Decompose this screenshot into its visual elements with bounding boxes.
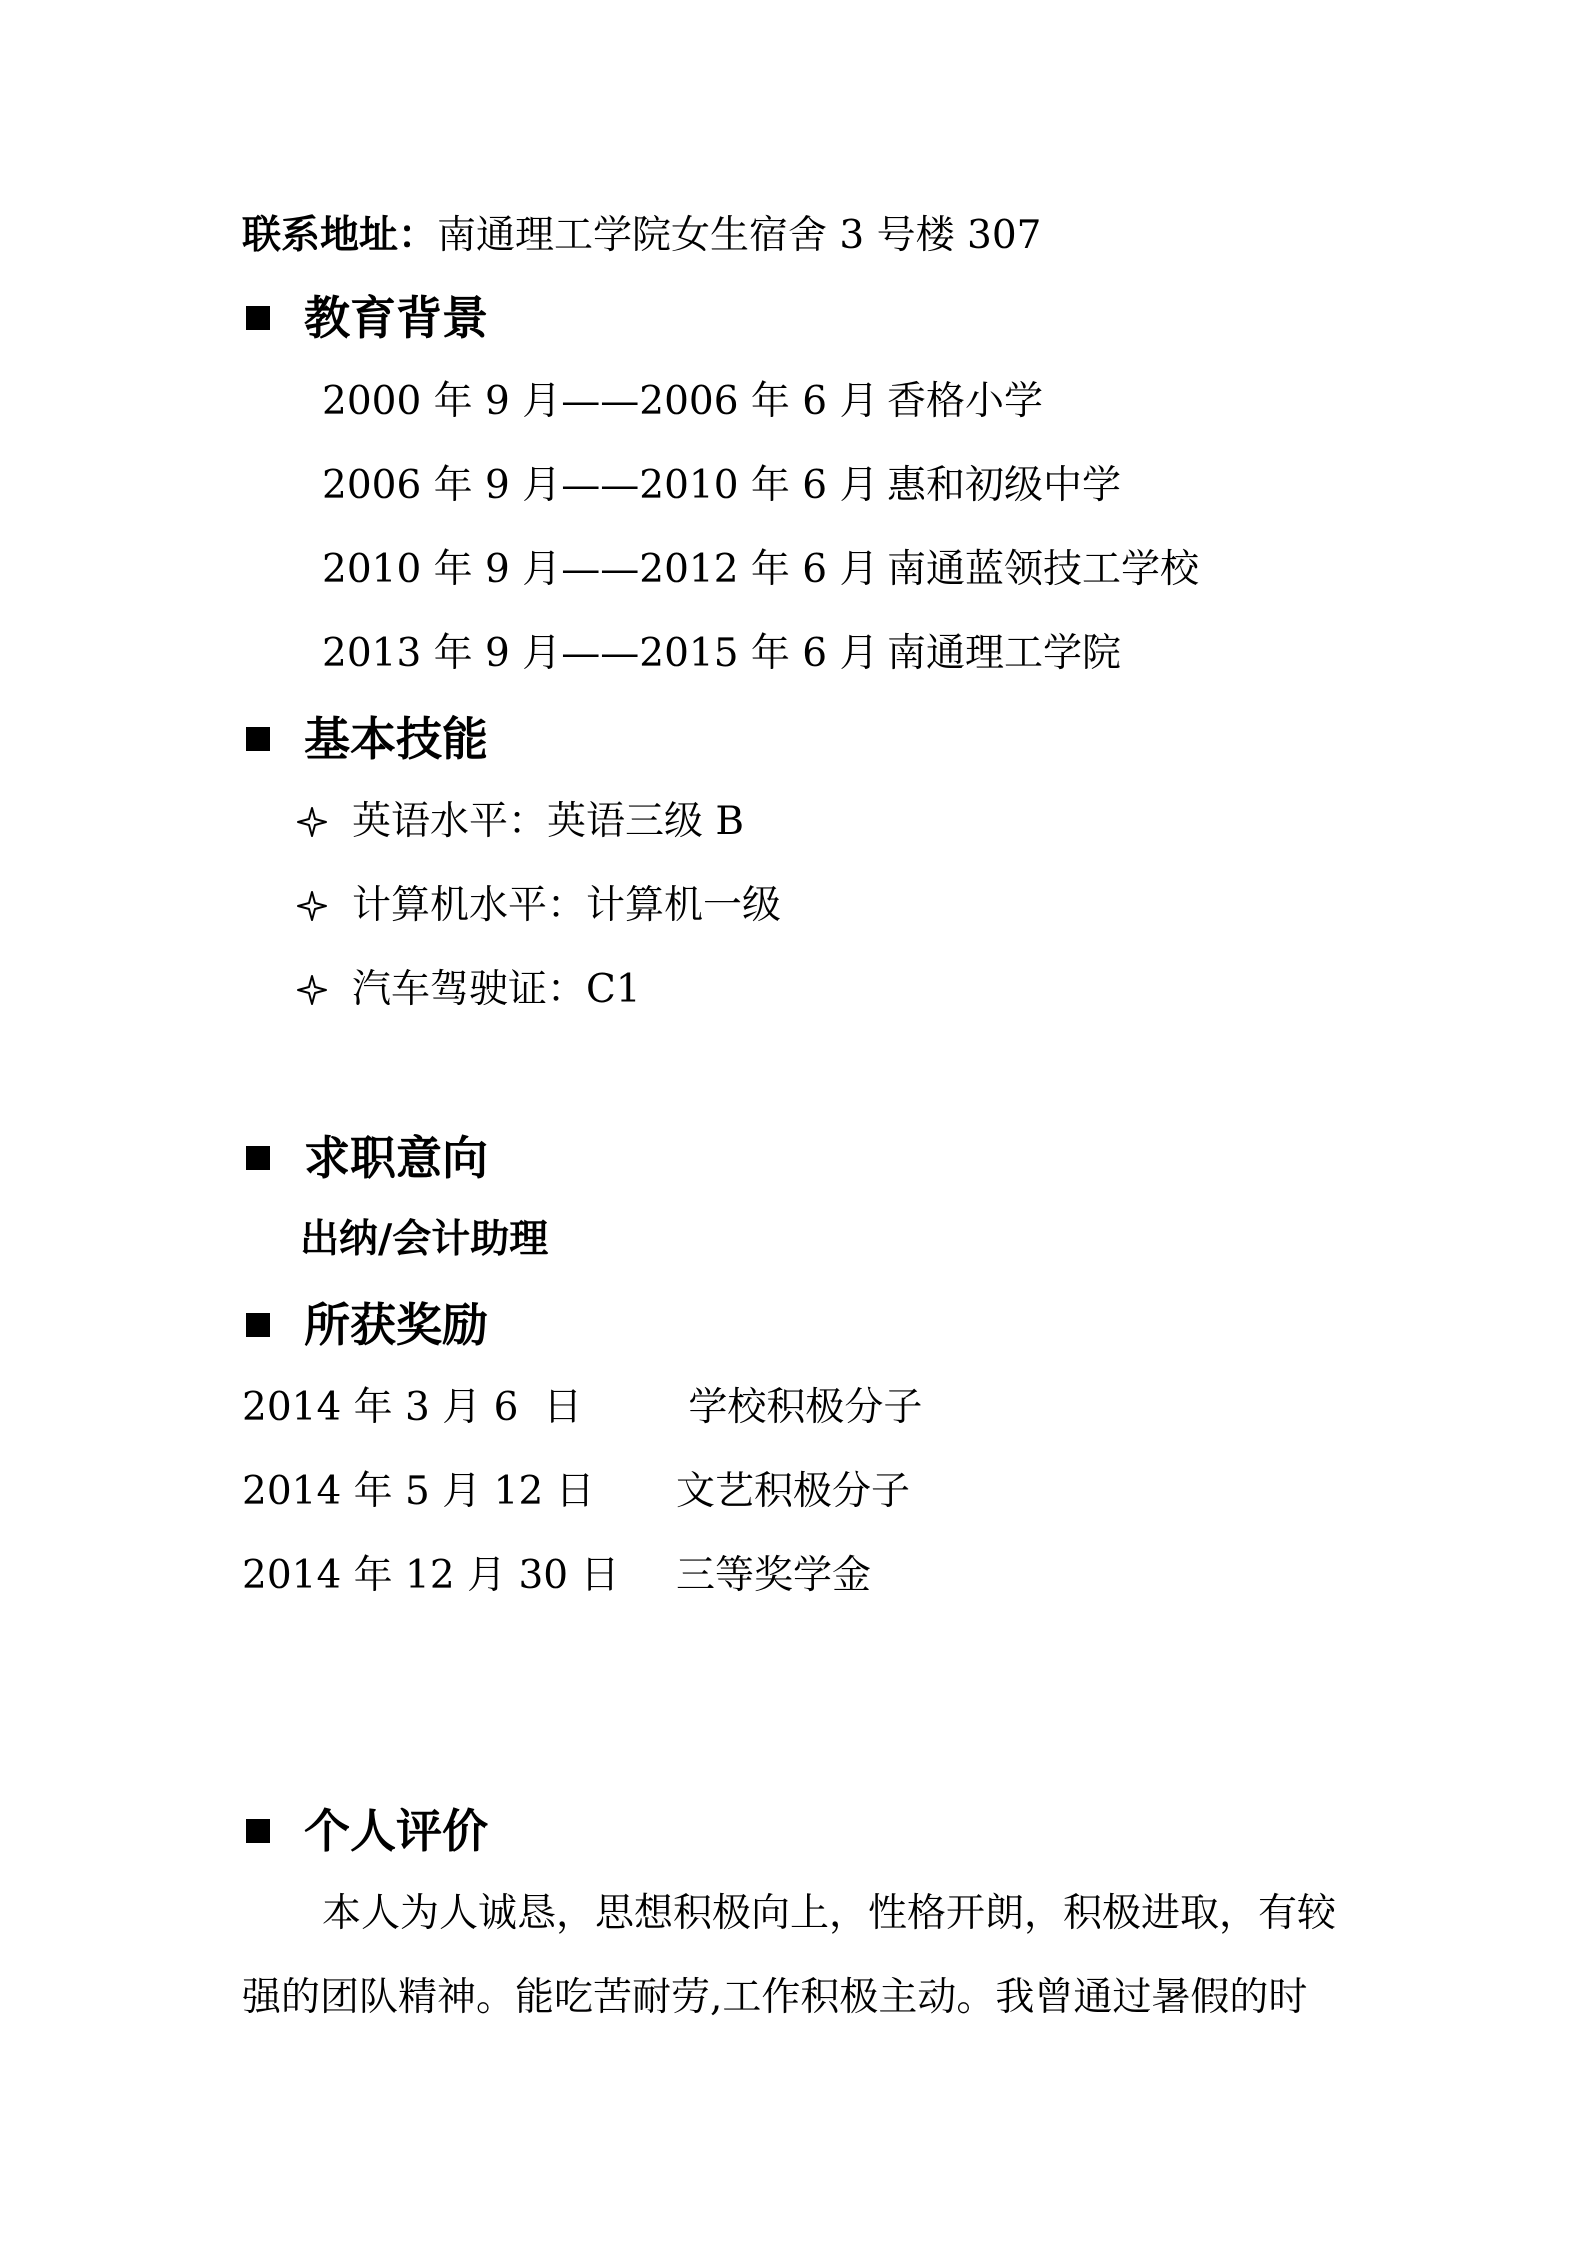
contact-address [242,211,1041,261]
education-period: 2006 年 9 月——2010 年 6 月 [322,463,879,508]
education-school: 惠和初级中学 [887,463,1122,508]
job-intention-heading-text: 求职意向 [304,1131,488,1185]
skills-heading-text: 基本技能 [304,712,488,766]
award-row [242,1467,910,1517]
education-row [322,377,1043,427]
education-school: 香格小学 [887,379,1044,424]
education-school: 南通蓝领技工学校 [887,547,1200,592]
job-intention-value: 出纳/会计助理 [300,1217,549,1262]
education-period: 2000 年 9 月——2006 年 6 月 [322,379,879,424]
education-heading [246,288,488,348]
square-bullet-icon [246,1819,270,1843]
square-bullet-icon [246,727,270,751]
contact-address-label: 联系地址： [242,213,438,258]
education-period: 2013 年 9 月——2015 年 6 月 [322,631,879,676]
skill-item [296,965,641,1015]
award-date: 2014 年 3 月 6 日 [242,1385,583,1430]
skill-item [296,797,744,847]
contact-address-value: 南通理工学院女生宿舍 3 号楼 307 [437,213,1042,258]
award-row [242,1551,871,1601]
square-bullet-icon [246,1146,270,1170]
four-point-star-icon [296,974,328,1006]
education-row [322,545,1199,595]
skill-item [296,881,781,931]
evaluation-paragraph-line: 强的团队精神。能吃苦耐劳,工作积极主动。我曾通过暑假的时 [242,1975,1308,2020]
awards-heading-text: 所获奖励 [304,1298,488,1352]
skill-item-text: 汽车驾驶证：C1 [352,967,641,1012]
evaluation-paragraph-line: 本人为人诚恳，思想积极向上，性格开朗，积极进取，有较 [322,1891,1337,1936]
award-title: 三等奖学金 [676,1553,872,1598]
award-title: 学校积极分子 [676,1385,923,1430]
evaluation-heading-text: 个人评价 [304,1804,488,1858]
award-row [242,1383,922,1433]
award-title: 文艺积极分子 [676,1469,911,1514]
skill-item-text: 英语水平：英语三级 B [352,799,745,844]
square-bullet-icon [246,306,270,330]
education-period: 2010 年 9 月——2012 年 6 月 [322,547,879,592]
four-point-star-icon [296,890,328,922]
skill-item-text: 计算机水平：计算机一级 [352,883,782,928]
job-intention-heading [246,1128,488,1188]
education-row [322,461,1121,511]
evaluation-heading [246,1801,488,1861]
four-point-star-icon [296,806,328,838]
awards-heading [246,1295,488,1355]
education-heading-text: 教育背景 [304,291,488,345]
award-date: 2014 年 12 月 30 日 [242,1553,620,1598]
skills-heading [246,709,488,769]
education-row [322,629,1121,679]
education-school: 南通理工学院 [887,631,1122,676]
award-date: 2014 年 5 月 12 日 [242,1469,595,1514]
square-bullet-icon [246,1313,270,1337]
